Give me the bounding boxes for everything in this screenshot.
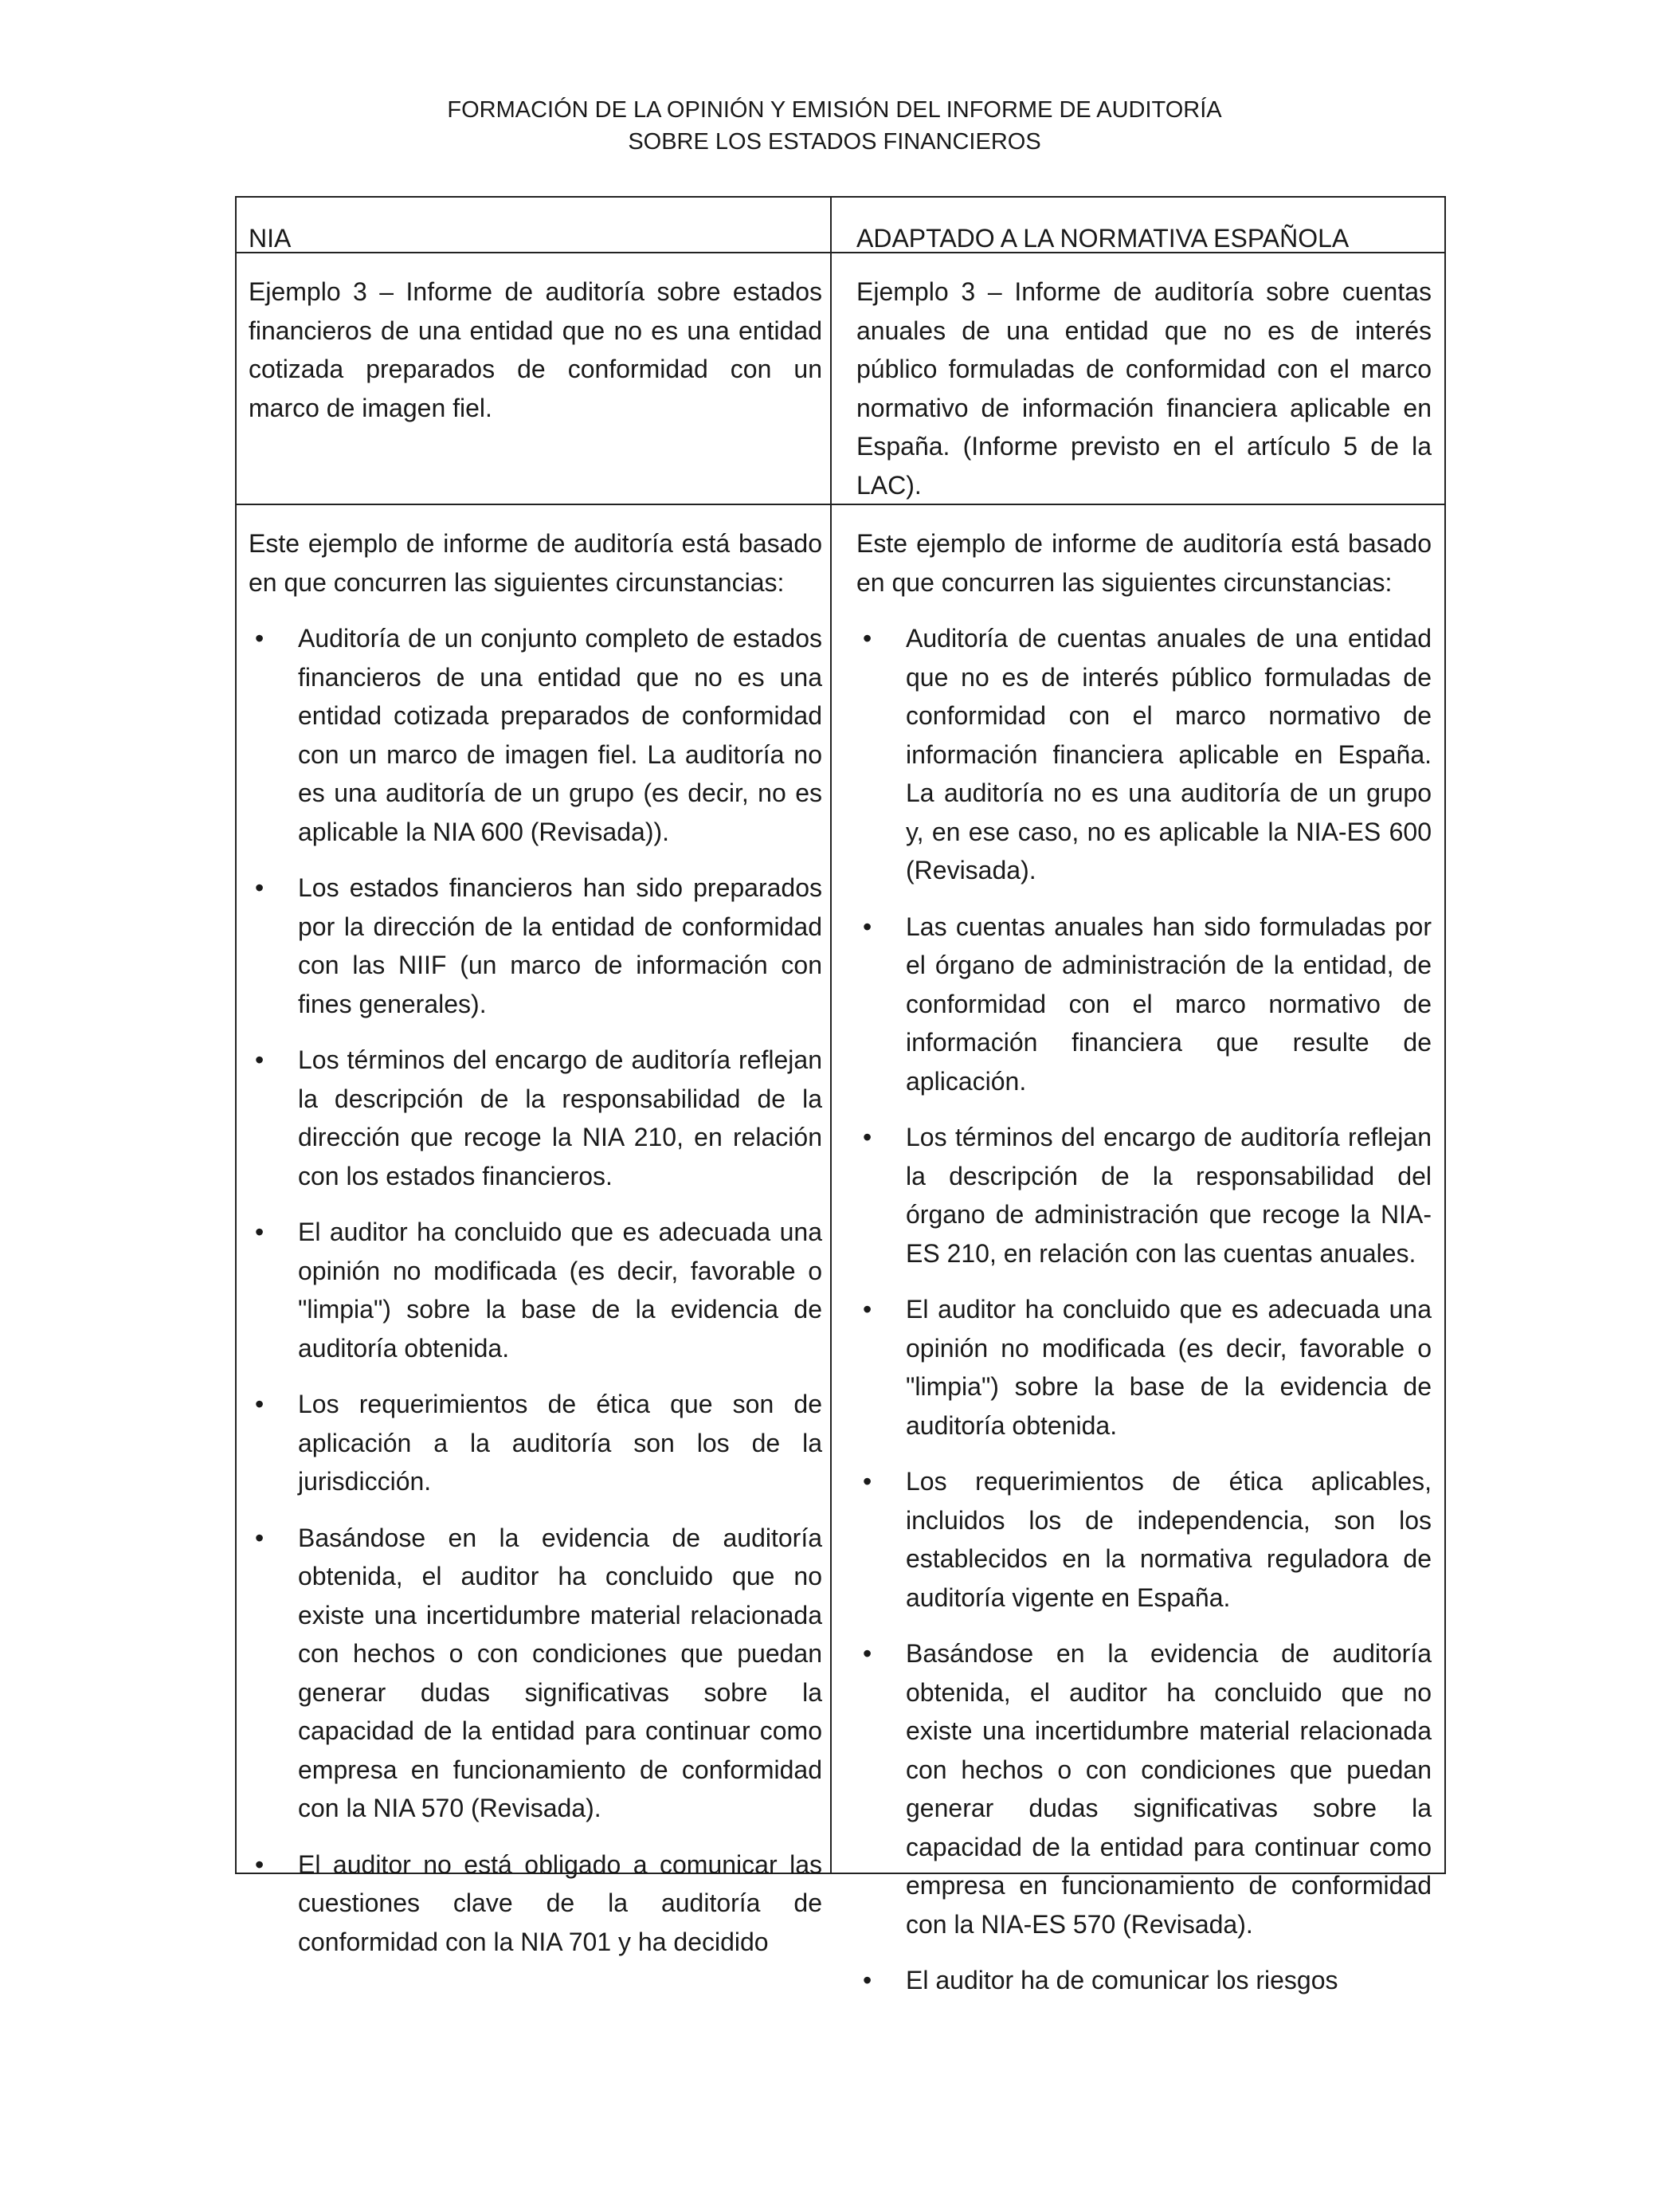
- header-title-line-2: SOBRE LOS ESTADOS FINANCIEROS: [628, 129, 1041, 155]
- circumstances-list: [249, 619, 822, 1961]
- list-item: • Las cuentas anuales han sido formuladas por el órgano de administración de la entidad, de conformidad con el marco normativo de información financiera que resulte de aplicación.: [856, 908, 1432, 1101]
- column-heading-nia: NIA: [249, 224, 292, 253]
- body-cell-spanish: [856, 524, 1432, 2018]
- circumstances-list: [856, 619, 1432, 2000]
- list-item: • Los términos del encargo de auditoría reflejan la descripción de la responsabilidad de la dirección que recoge la NIA 210, en relación con los estados financieros.: [249, 1041, 822, 1195]
- list-item: • Los estados financieros han sido preparados por la dirección de la entidad de conformidad con las NIIF (un marco de información con fines generales).: [249, 869, 822, 1023]
- list-item: • Los requerimientos de ética aplicables, incluidos los de independencia, son los establecidos en la normativa reguladora de auditoría vigente en España.: [856, 1462, 1432, 1617]
- comparison-table: [235, 196, 1446, 1994]
- column-divider: [830, 198, 832, 1873]
- list-item: • Los términos del encargo de auditoría reflejan la descripción de la responsabilidad del órgano de administración que recoge la NIA-ES 210, en relación con las cuentas anuales.: [856, 1118, 1432, 1273]
- body-cell-nia: [249, 524, 822, 1979]
- list-item: • Los requerimientos de ética que son de aplicación a la auditoría son los de la jurisdicción.: [249, 1385, 822, 1501]
- list-item: • El auditor no está obligado a comunicar las cuestiones clave de la auditoría de conformidad con la NIA 701 y ha decidido: [249, 1845, 822, 1962]
- intro-paragraph: Este ejemplo de informe de auditoría está basado en que concurren las siguientes circunstancias:: [249, 529, 822, 597]
- list-item: • Auditoría de un conjunto completo de estados financieros de una entidad que no es una entidad cotizada preparados de conformidad con un marco de imagen fiel. La auditoría no es una auditoría de un grupo (es decir, no es aplicable la NIA 600 (Revisada)).: [249, 619, 822, 851]
- intro-paragraph: Este ejemplo de informe de auditoría está basado en que concurren las siguientes circunstancias:: [856, 529, 1432, 597]
- example-title-nia: Ejemplo 3 – Informe de auditoría sobre estados financieros de una entidad que no es una entidad cotizada preparados de conformidad con un marco de imagen fiel.: [249, 277, 822, 422]
- list-item: • Basándose en la evidencia de auditoría obtenida, el auditor ha concluido que no existe una incertidumbre material relacionada con hechos o con condiciones que puedan generar dudas significativas sobre la capacidad de la entidad para continuar como empresa en funcionamiento de conformidad con la NIA-ES 570 (Revisada).: [856, 1634, 1432, 1943]
- list-item: • El auditor ha concluido que es adecuada una opinión no modificada (es decir, favorable o "limpia") sobre la base de la evidencia de auditoría obtenida.: [856, 1290, 1432, 1445]
- list-item: • El auditor ha de comunicar los riesgos: [856, 1961, 1432, 2000]
- list-item: • Auditoría de cuentas anuales de una entidad que no es de interés público formuladas de conformidad con el marco normativo de información financiera aplicable en España. La auditoría no es una auditoría de un grupo y, en ese caso, no es aplicable la NIA-ES 600 (Revisada).: [856, 619, 1432, 890]
- page-header: [0, 94, 1669, 158]
- header-title-line-1: FORMACIÓN DE LA OPINIÓN Y EMISIÓN DEL INFORME DE AUDITORÍA: [447, 97, 1222, 123]
- example-title-spanish: Ejemplo 3 – Informe de auditoría sobre cuentas anuales de una entidad que no es de interés público formuladas de conformidad con el marco normativo de información financiera aplicable en España. (Informe previsto en el artículo 5 de la LAC).: [856, 277, 1432, 500]
- list-item: • Basándose en la evidencia de auditoría obtenida, el auditor ha concluido que no existe una incertidumbre material relacionada con hechos o con condiciones que puedan generar dudas significativas sobre la capacidad de la entidad para continuar como empresa en funcionamiento de conformidad con la NIA 570 (Revisada).: [249, 1519, 822, 1828]
- column-heading-spanish: ADAPTADO A LA NORMATIVA ESPAÑOLA: [856, 224, 1350, 253]
- list-item: • El auditor ha concluido que es adecuada una opinión no modificada (es decir, favorable o "limpia") sobre la base de la evidencia de auditoría obtenida.: [249, 1213, 822, 1367]
